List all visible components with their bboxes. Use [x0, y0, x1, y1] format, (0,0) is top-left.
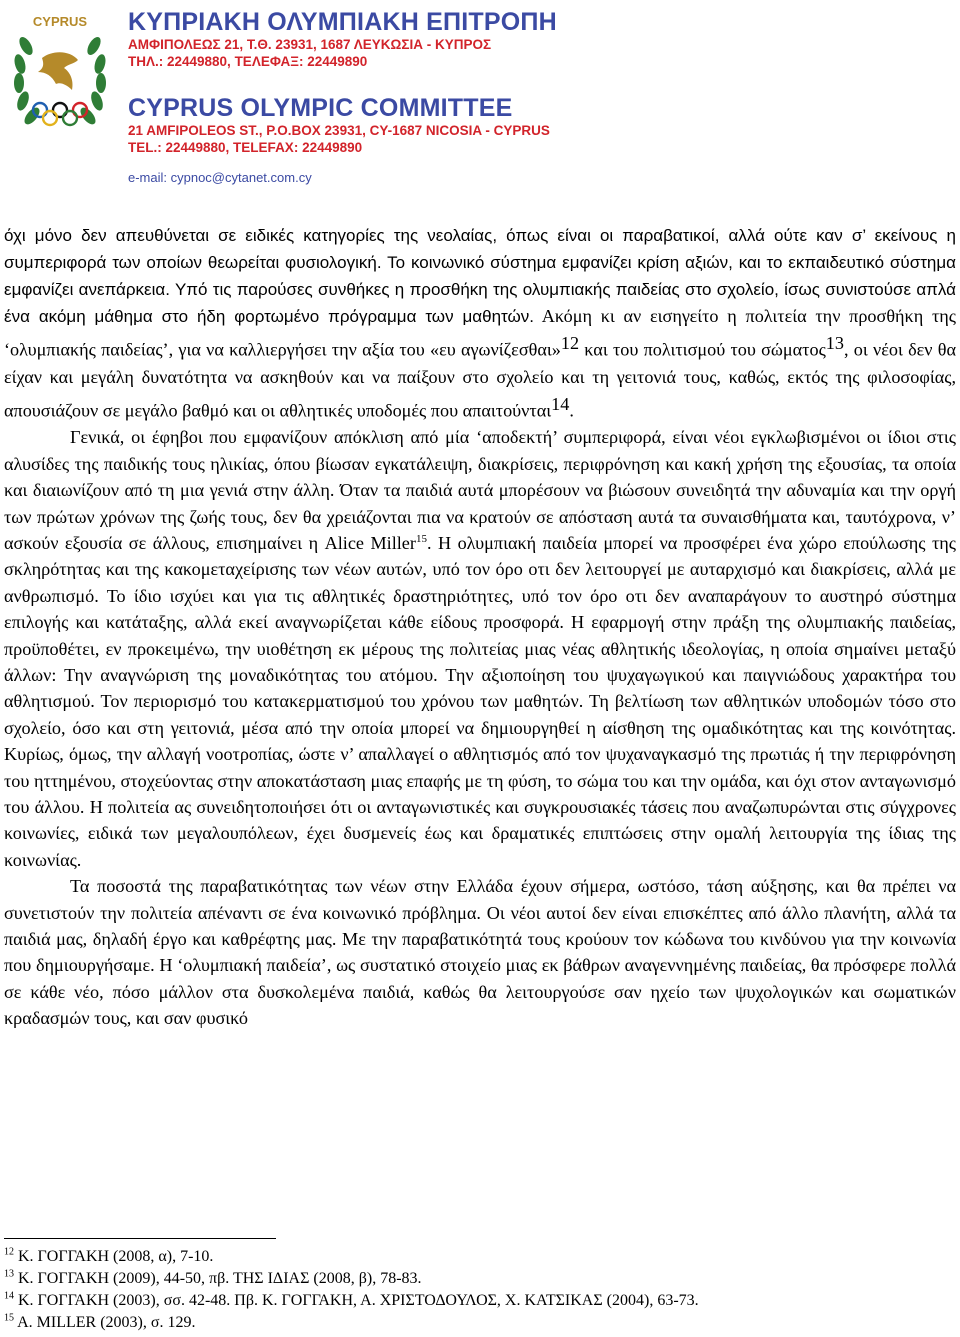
footnote-ref-14: 14: [551, 393, 570, 414]
paragraph-1-part-e: .: [569, 400, 574, 421]
footnote-text: Κ. ΓΟΓΓΑΚΗ (2008, α), 7-10.: [14, 1248, 214, 1265]
letterhead-english-title: CYPRUS OLYMPIC COMMITTEE: [128, 94, 513, 122]
footnote-text: A. MILLER (2003), σ. 129.: [14, 1314, 196, 1331]
letterhead-email: e-mail: cypnoc@cytanet.com.cy: [128, 170, 312, 185]
paragraph-2: [4, 424, 956, 873]
footnote-15: [4, 1312, 954, 1334]
emblem-label: CYPRUS: [32, 14, 88, 29]
paragraph-1-part-b: Ακόμη κι αν εισηγείτο η πολιτεία την προσθήκη της ‘ολυμπιακής παιδείας’, για να καλλιεργήσει την αξία του «ευ αγωνίζεσθαι»: [4, 306, 956, 360]
letterhead-greek-address: ΑΜΦΙΠΟΛΕΩΣ 21, Τ.Θ. 23931, 1687 ΛΕΥΚΩΣΙΑ - ΚΥΠΡΟΣ: [128, 37, 492, 52]
footnote-text: Κ. ΓΟΓΓΑΚΗ (2009), 44-50, πβ. ΤΗΣ ΙΔΙΑΣ (2008, β), 78-83.: [14, 1270, 422, 1287]
footnote-number: 15: [4, 1312, 14, 1324]
footnote-ref-12: 12: [560, 333, 580, 353]
footnote-number: 13: [4, 1268, 14, 1280]
footnotes: [4, 1246, 954, 1334]
paragraph-2-part-a: Γενικά, οι έφηβοι που εμφανίζουν απόκλιση από μία ‘αποδεκτή’ συμπεριφορά, είναι νέοι εγκλωβισμένοι οι ίδιοι στις αλυσίδες της παιδικής τους ηλικίας, όπου βίωσαν εγκατάλειψη, διακρίσεις, περιφρόνηση και κακή χρήση της εξουσίας, τα οποία και διαιωνίζουν από τη μια γενιά στην άλλη. Όταν τα παιδιά αυτά μπορέσουν να βιώσουν συνειδητά την αδυναμία και την οργή των πρώτων χρόνων της ζωής τους, δεν θα χρειάζονται πια να κρατούν σε απόσταση αυτά τα συναισθήματα και, ταυτόχρονα, ν’ ασκούν εξουσία σε άλλους, επισημαίνει η Alice Miller: [4, 427, 956, 553]
footnote-13: [4, 1268, 954, 1290]
letterhead-english-address: 21 AMFIPOLEOS ST., P.O.BOX 23931, CY-1687 NICOSIA - CYPRUS: [128, 123, 550, 138]
footnote-ref-15: 15: [415, 532, 427, 545]
paragraph-1: [4, 222, 956, 424]
paragraph-3: Τα ποσοστά της παραβατικότητας των νέων στην Ελλάδα έχουν σήμερα, ωστόσο, τάση αύξησης, και θα πρέπει να συνετιστούν την πολιτεία απέναντι σε ένα κοινωνικό πρόβλημα. Οι νέοι αυτοί δεν είναι επισκέπτες από άλλο πλανήτη, αλλά τα παιδιά μας, δηλαδή έργο και καθρέφτης μας. Με την παραβατικότητά τους κρούουν τον κώδωνα του κινδύνου για την κοινωνία που δημιουργήσαμε. Η ‘ολυμπιακή παιδεία’, ως συστατικό στοιχείο μιας εκ βάθρων αναγεννημένης παιδείας, θα πρόσφερε πολλά σε κάθε νέο, πόσο μάλλον στα δυσκολεμένα παιδιά, καθώς θα λειτουργούσε σαν ηχείο των ψυχολογικών και σωματικών κραδασμών τους, και σαν φυσικό: [4, 876, 956, 1029]
paragraph-2-part-b: . Η ολυμπιακή παιδεία μπορεί να προσφέρει ένα χώρο επούλωσης της σκληρότητας και της κακομεταχείρισης των νέων αυτών, υπό τον όρο οτι δεν λειτουργεί με αυταρχισμό και διακρίσεις, αλλά με ανθρωπισμό. Το ίδιο ισχύει και για τις αθλητικές δραστηριότητες, υπό τον όρο οτι δεν αναπαράγουν το αυστηρό σύστημα επιλογής και κατάταξης, αλλά εκεί αναγνωρίζεται κάθε είδους προσφορά. Η εφαρμογή στην πράξη της ολυμπιακής παιδείας, προϋποθέτει, εν προκειμένω, την υιοθέτηση εκ μέρους της πολιτείας μιας νέας αθλητικής ιδεολογίας, η οποία σημαίνει μεταξύ άλλων: Την αναγνώριση της μοναδικότητας του ατόμου. Την αξιοποίηση του ψυχαγωγικού και παιγνιώδους χαρακτήρα του αθλητισμού. Τον περιορισμό του κατακερματισμού του χρόνου των μαθητών. Τη βελτίωση των αθλητικών υποδομών τόσο στο σχολείο, όσο και στη γειτονιά, μέσα από την οποία μπορεί να δημιουργηθεί η αίσθηση της ομαδικότητας και της κοινότητας. Κυρίως, όμως, την αλλαγή νοοτροπίας, ώστε ν’ απαλλαγεί ο αθλητισμός από τον ψυχαναγκασμό της πρωτιάς ή την περιφρόνηση του ηττημένου, στοχεύοντας στην αποκατάσταση μιας επαφής με τη φύση, το σώμα του και την ομάδα, και όχι στον ανταγωνισμό του άλλου. Η πολιτεία ας συνειδητοποιήσει ότι οι ανταγωνιστικές και συγκρουσιακές τάσεις που αναζωπυρώνται στις σύγχρονες κοινωνίες, ειδικά των μεγαλουπόλεων, έχει δυσμενείς έως και δραματικές επιπτώσεις στην ομαλή λειτουργία της ίδιας της κοινωνίας.: [4, 532, 956, 870]
letterhead-english-phone: TEL.: 22449880, TELEFAX: 22449890: [128, 140, 363, 155]
cyprus-olympic-emblem-icon: [4, 6, 116, 146]
paragraph-1-part-a: όχι μόνο δεν απευθύνεται σε ειδικές κατηγορίες της νεολαίας, όπως είναι οι παραβατικοί, αλλά ούτε καν σ’ εκείνους η συμπεριφορά των οποίων θεωρείται φυσιολογική. Το κοινωνικό σύστημα εμφανίζει κρίση αξιών, και το εκπαιδευτικό σύστημα εμφανίζει ανεπάρκεια. Υπό τις παρούσες συνθήκες η προσθήκη της ολυμπιακής παιδείας στο σχολείο, ίσως συνιστούσε απλά ένα ακόμη μάθημα στο ήδη φορτωμένο πρόγραμμα των μαθητών.: [4, 226, 956, 326]
footnote-separator: [4, 1238, 276, 1239]
footnote-12: [4, 1246, 954, 1268]
footnote-number: 14: [4, 1290, 14, 1302]
footnote-number: 12: [4, 1246, 14, 1258]
letterhead-greek-title: ΚΥΠΡΙΑΚΗ ΟΛΥΜΠΙΑΚΗ ΕΠΙΤΡΟΠΗ: [128, 8, 557, 36]
footnote-text: Κ. ΓΟΓΓΑΚΗ (2003), σσ. 42-48. Πβ. Κ. ΓΟΓΓΑΚΗ, Α. ΧΡΙΣΤΟΔΟΥΛΟΣ, Χ. ΚΑΤΣΙΚΑΣ (2004), 63-73.: [14, 1292, 699, 1309]
footnote-ref-13: 13: [825, 333, 844, 353]
paragraph-1-part-d: , οι νέοι δεν θα είχαν και μεγάλη δυνατότητα να ασκηθούν και να παίξουν στο σχολείο και τη γειτονιά τους, καθώς, εκτός της φιλοσοφίας, απουσιάζουν σε μεγάλο βαθμό και οι αθλητικές υποδομές που απαιτούνται: [4, 339, 956, 421]
paragraph-1-part-c: και του πολιτισμού του σώματος: [579, 339, 826, 360]
footnote-14: [4, 1290, 954, 1312]
document-body: [4, 222, 956, 1032]
letterhead: [0, 0, 960, 195]
letterhead-greek-phone: ΤΗΛ.: 22449880, ΤΕΛΕΦΑΞ: 22449890: [128, 54, 368, 69]
letterhead-text: [128, 8, 557, 185]
